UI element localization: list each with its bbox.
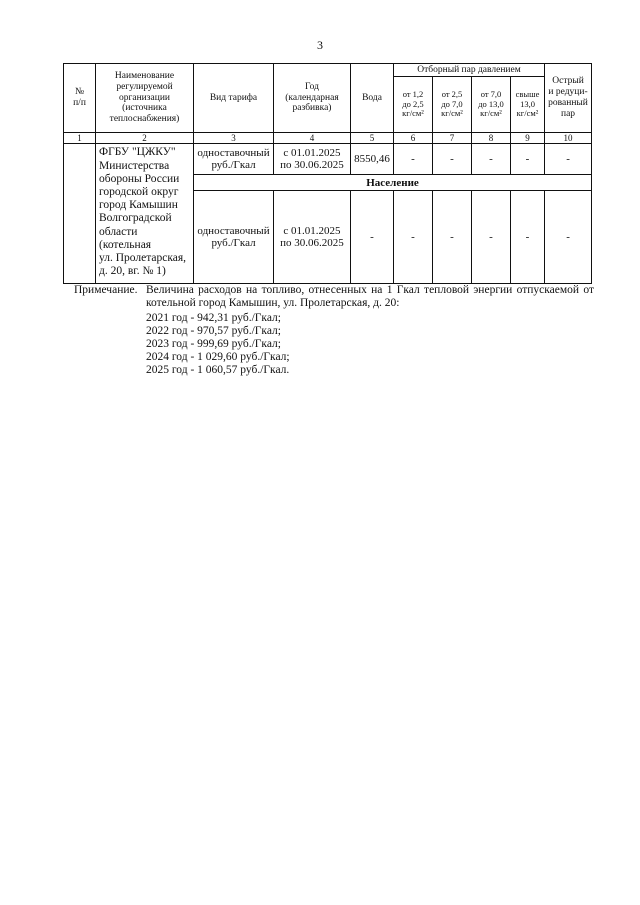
col-number: 2 [96,133,194,144]
header-sharp-steam: Острый и редуци- рованный пар [545,64,592,133]
col-number: 9 [511,133,545,144]
steam-value: - [511,144,545,175]
header-year: Год (календарная разбивка) [274,64,351,133]
header-steam-1: от 1,2 до 2,5 кг/см² [394,77,433,133]
header-row-1 [64,64,592,77]
note-label: Примечание. [74,284,138,296]
header-water: Вода [351,64,394,133]
steam-value: - [433,144,472,175]
organization-cell: ФГБУ "ЦЖКУ" Министерства обороны России городской округ город Камышин Волгоградской области (котельная ул. Пролетарская, д. 20, вг. № 1) [96,144,194,284]
header-num: № п/п [64,64,96,133]
tariff-table [63,63,592,284]
tariff-type-cell: одноставочный руб./Гкал [194,144,274,175]
header-organization: Наименование регулируемой организации (источника теплоснабжения) [96,64,194,133]
period-cell: с 01.01.2025 по 30.06.2025 [274,191,351,284]
list-item: 2022 год - 970,57 руб./Гкал; [146,325,281,337]
col-number: 1 [64,133,96,144]
list-item: 2024 год - 1 029,60 руб./Гкал; [146,351,290,363]
steam-value: - [511,191,545,284]
header-tariff-type: Вид тарифа [194,64,274,133]
col-number: 6 [394,133,433,144]
steam-value: - [394,144,433,175]
steam-value: - [472,144,511,175]
note-text: Величина расходов на топливо, отнесенных на 1 Гкал тепловой энергии отпускаемой от котельной город Камышин, ул. Пролетарская, д. 20: [146,284,594,309]
header-steam-2: от 2,5 до 7,0 кг/см² [433,77,472,133]
list-item: 2025 год - 1 060,57 руб./Гкал. [146,364,290,376]
steam-value: - [472,191,511,284]
steam-value: - [394,191,433,284]
list-item: 2021 год - 942,31 руб./Гкал; [146,312,281,324]
header-steam-group: Отборный пар давлением [394,64,545,77]
page-number: 3 [317,38,323,52]
column-numbers-row [64,133,592,144]
col-number: 10 [545,133,592,144]
header-steam-4: свыше 13,0 кг/см² [511,77,545,133]
header-steam-3: от 7,0 до 13,0 кг/см² [472,77,511,133]
col-number: 3 [194,133,274,144]
period-cell: с 01.01.2025 по 30.06.2025 [274,144,351,175]
steam-value: - [433,191,472,284]
water-value: 8550,46 [351,144,394,175]
fuel-cost-list [146,312,290,377]
col-number: 4 [274,133,351,144]
water-value: - [351,191,394,284]
list-item: 2023 год - 999,69 руб./Гкал; [146,338,281,350]
tariff-type-cell: одноставочный руб./Гкал [194,191,274,284]
sharp-steam-value: - [545,191,592,284]
col-number: 5 [351,133,394,144]
population-label: Население [194,175,592,191]
col-number: 7 [433,133,472,144]
sharp-steam-value: - [545,144,592,175]
table-row [64,144,592,175]
col-number: 8 [472,133,511,144]
row-number-cell [64,144,96,284]
